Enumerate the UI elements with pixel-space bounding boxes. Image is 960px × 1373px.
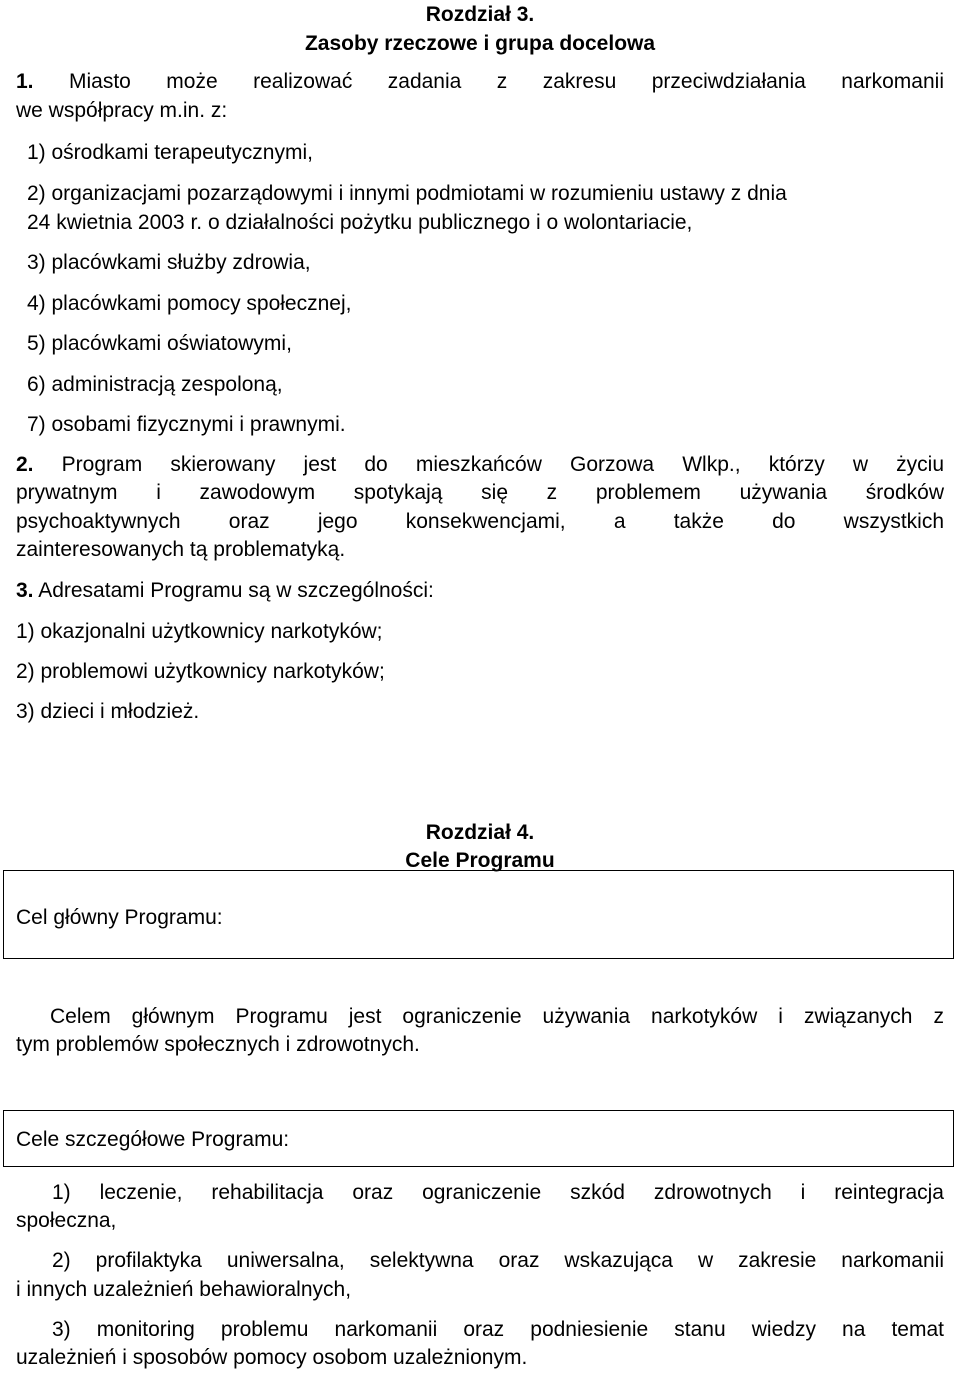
list-item: 6) administracją zespoloną, — [27, 373, 283, 396]
detailed-goals-label: Cele szczegółowe Programu: — [16, 1128, 290, 1151]
section3-number: 3. — [16, 579, 34, 602]
list-item: 2) problemowi użytkownicy narkotyków; — [16, 660, 385, 683]
main-goal-line1 — [16, 1004, 944, 1029]
goal1-line1: 1) leczenie, rehabilitacja oraz ograniczenie szkód zdrowotnych i reintegracja — [52, 1181, 944, 1204]
section1-line1 — [16, 69, 944, 94]
chapter3-heading: Rozdział 3. — [425, 3, 535, 26]
section2-line1 — [16, 452, 944, 477]
list-item: 1) okazjonalni użytkownicy narkotyków; — [16, 620, 383, 643]
chapter3-subheading: Zasoby rzeczowe i grupa docelowa — [304, 32, 656, 55]
goal2-line1: 2) profilaktyka uniwersalna, selektywna oraz wskazująca w zakresie narkomanii — [52, 1249, 944, 1272]
goal3-line2: uzależnień i sposobów pomocy osobom uzależnionym. — [16, 1346, 528, 1369]
goal3-line1: 3) monitoring problemu narkomanii oraz podniesienie stanu wiedzy na temat — [52, 1318, 944, 1341]
list-item: 3) placówkami służby zdrowia, — [27, 251, 311, 274]
section1-line2: we współpracy m.in. z: — [16, 99, 228, 122]
main-goal-text: Celem głównym Programu jest ograniczenie używania narkotyków i związanych z — [50, 1005, 944, 1028]
chapter4-subheading: Cele Programu — [405, 849, 555, 872]
list-item: 7) osobami fizycznymi i prawnymi. — [27, 413, 346, 436]
section2-text: Program skierowany jest do mieszkańców Gorzowa Wlkp., którzy w życiu — [61, 453, 944, 476]
chapter4-heading: Rozdział 4. — [425, 821, 535, 844]
main-goal-line2: tym problemów społecznych i zdrowotnych. — [16, 1033, 420, 1056]
list-item: 24 kwietnia 2003 r. o działalności pożytku publicznego i o wolontariacie, — [27, 211, 693, 234]
section1-number: 1. — [16, 70, 34, 93]
section1-text: Miasto może realizować zadania z zakresu przeciwdziałania narkomanii — [68, 70, 944, 93]
list-item: 3) dzieci i młodzież. — [16, 700, 200, 723]
section2-line2: prywatnym i zawodowym spotykają się z problemem używania środków — [16, 481, 944, 504]
section2-number: 2. — [16, 453, 34, 476]
list-item: 1) ośrodkami terapeutycznymi, — [27, 141, 313, 164]
section2-line4: zainteresowanych tą problematyką. — [16, 538, 346, 561]
list-item: 4) placówkami pomocy społecznej, — [27, 292, 352, 315]
goal1-line2: społeczna, — [16, 1209, 117, 1232]
section2-line3: psychoaktywnych oraz jego konsekwencjami, a także do wszystkich — [16, 510, 944, 533]
list-item: 5) placówkami oświatowymi, — [27, 332, 292, 355]
goal2-line2: i innych uzależnień behawioralnych, — [16, 1278, 352, 1301]
list-item: 2) organizacjami pozarządowymi i innymi podmiotami w rozumieniu ustawy z dnia — [27, 182, 787, 205]
detailed-goals-box — [3, 1110, 954, 1167]
main-goal-box — [3, 870, 954, 959]
section3-text: Adresatami Programu są w szczególności: — [38, 579, 434, 602]
section3-line — [16, 578, 434, 603]
main-goal-label: Cel główny Programu: — [16, 906, 223, 929]
